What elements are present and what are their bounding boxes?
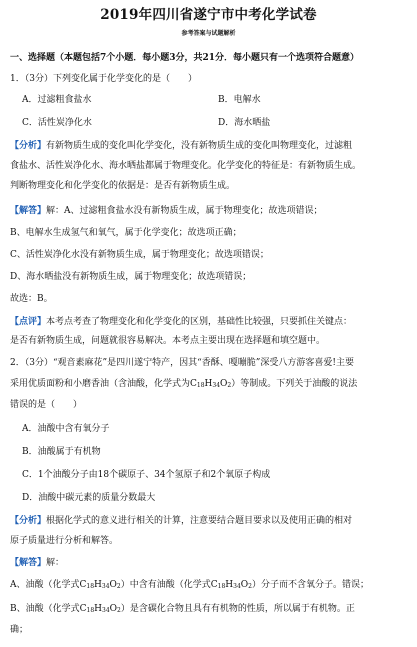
q2-option-d: D．油酸中碳元素的质量分数最大	[22, 493, 156, 503]
formula-subscript: 2	[116, 583, 121, 590]
q2-analysis-text: 根据化学式的意义进行相关的计算，注意要结合题目要求以及使用正确的相对	[46, 516, 353, 526]
formula-subscript: 34	[233, 583, 241, 590]
q2-solution-text: ）中含有油酸（化学式C	[120, 580, 218, 590]
q2-solution-text: 确；	[10, 625, 29, 635]
q1-analysis-tag: 【分析】	[10, 141, 47, 151]
q1-comment-text: 是否有新物质生成，问题就很容易解决。本考点主要出现在选择题和填空题中。	[10, 336, 326, 346]
q1-option-b: B．电解水	[218, 95, 261, 105]
q1-analysis-text: 食盐水、活性炭净化水、海水晒盐都属于物理变化。化学变化的特征是：有新物质生成。	[10, 161, 362, 171]
q1-comment-tag: 【点评】	[10, 317, 47, 327]
q1-stem: 1．（3分）下列变化属于化学变化的是（ ）	[10, 74, 197, 84]
q2-analysis-text: 原子质量进行分析和解答。	[10, 536, 119, 546]
formula-subscript: 18	[86, 607, 95, 614]
section-heading: 一、选择题（本题包括7个小题．每小题3分，共21分．每小题只有一个选项符合题意）	[10, 53, 360, 63]
q2-solution-text: B、油酸（化学式C18H34O2）是含碳化合物且具有有机物的性质，所以属于有机物。正	[10, 604, 355, 614]
q2-solution-text: A、油酸（化学式C	[10, 580, 87, 590]
q2-solution-text: ）是含碳化合物且具有有机物的性质，所以属于有机物。正	[120, 604, 355, 614]
formula-subscript: 34	[102, 607, 110, 614]
q2-analysis-line	[10, 515, 408, 527]
q1-answer: 故选：B。	[10, 294, 53, 304]
q2-stem: 2．（3分）“观音素麻花”是四川遂宁特产，因其“香酥、嘎嘣脆”深受八方游客喜爱!主要	[10, 358, 354, 368]
q2-option-b: B．油酸属于有机物	[22, 447, 101, 457]
formula-subscript: 2	[117, 607, 121, 614]
q1-solution-text: 解：A、过滤粗食盐水没有新物质生成，属于物理变化；故选项错误；	[46, 206, 323, 216]
q1-solution-tag: 【解答】	[10, 206, 47, 216]
page-subtitle: 参考答案与试题解析	[181, 30, 236, 37]
q2-stem: 采用优质面粉和小磨香油（含油酸，化学式为C18H34O2）等制成。下列关于油酸的说法	[10, 379, 358, 389]
q1-solution-text: C、活性炭净化水没有新物质生成，属于物理变化；故选项错误；	[10, 250, 269, 260]
q2-solution-tag: 【解答】	[10, 558, 47, 568]
q1-solution-line	[10, 205, 408, 217]
q1-analysis-text: 有新物质生成的变化叫化学变化，没有新物质生成的变化叫物理变化，过滤粗	[46, 141, 353, 151]
q2-solution-text: ）分子而不含氧分子。错误；	[252, 580, 370, 590]
formula-subscript: 34	[212, 382, 221, 389]
formula-subscript: 18	[86, 583, 95, 590]
q1-option-d: D．海水晒盐	[218, 118, 271, 128]
q2-stem: 错误的是（ ）	[10, 400, 83, 410]
q2-stem-text: 采用优质面粉和小磨香油（含油酸，化学式为C	[10, 379, 197, 389]
formula-subscript: 18	[217, 583, 226, 590]
q2-solution-text: A、油酸（化学式C18H34O2）中含有油酸（化学式C18H34O2）分子而不含氧分子。错误；	[10, 580, 370, 590]
q2-option-a: A．油酸中含有氧分子	[22, 424, 110, 434]
q2-solution-line	[10, 557, 408, 569]
formula-subscript: 18	[196, 382, 205, 389]
q1-comment-text: 本考点考查了物理变化和化学变化的区别，基础性比较强，只要抓住关键点：	[46, 317, 353, 327]
q1-solution-text: D、海水晒盐没有新物质生成，属于物理变化；故选项错误；	[10, 272, 252, 282]
q1-option-c: C．活性炭净化水	[22, 118, 92, 128]
q2-option-c: C．1个油酸分子由18个碳原子、34个氢原子和2个氧原子构成	[22, 470, 271, 480]
formula-subscript: 2	[227, 382, 232, 389]
q2-solution-text: B、油酸（化学式C	[10, 604, 87, 614]
q1-comment-line	[10, 316, 408, 328]
q2-stem-text: ）等制成。下列关于油酸的说法	[231, 379, 358, 389]
q1-solution-text: B、电解水生成氢气和氧气，属于化学变化；故选项正确；	[10, 228, 242, 238]
formula-subscript: 34	[101, 583, 110, 590]
q1-analysis-line	[10, 140, 408, 152]
page-title: 2019年四川省遂宁市中考化学试卷	[100, 7, 317, 23]
q1-option-a: A．过滤粗食盐水	[22, 95, 92, 105]
formula-subscript: 2	[248, 583, 252, 590]
q2-analysis-tag: 【分析】	[10, 516, 47, 526]
q1-analysis-text: 判断物理变化和化学变化的依据是：是否有新物质生成。	[10, 181, 236, 191]
q2-solution-text: 解：	[46, 558, 65, 568]
